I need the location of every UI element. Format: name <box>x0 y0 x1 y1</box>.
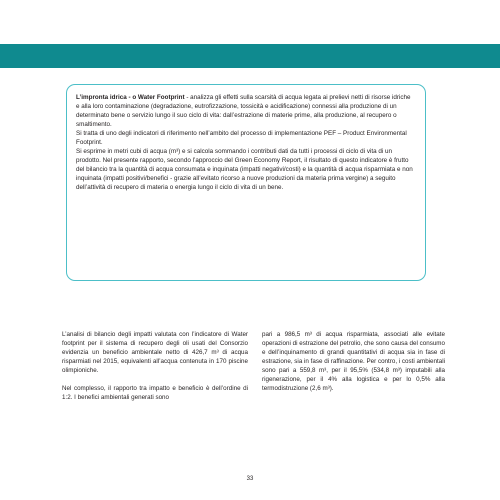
info-box-paragraph-3: Si esprime in metri cubi di acqua (m³) e si calcola sommando i contributi dati da tutti i processi di ciclo di vita di un prodotto. Nel presente rapporto, secondo l’approccio del Green Economy Report, il risultato di questo indicatore è frutto del bilancio tra la quantità di acqua consumata e inquinata (impatti negativi/costi) e la quantità di acqua risparmiata e non inquinata (impatti positivi/benefici - grazie all’evitato ricorso a nuove produzioni da materia prima vergine) a seguito dell’attività di recupero di materia o energia lungo il ciclo di vita di un bene. <box>76 147 413 191</box>
info-box-intro: - analizza gli effetti sulla scarsità di acqua legata ai prelievi netti di risorse idriche e alla loro contaminazione (degradazione, eutrofizzazione, tossicità e acidificazione) connessi alla produzione di un determinato bene o servizio lungo il suo ciclo di vita: dall’estrazione di materie prime, alla produzione, al recupero o smaltimento. <box>76 94 411 128</box>
info-box-paragraph-2: Si tratta di uno degli indicatori di riferimento nell’ambito del processo di implementazione PEF – Product Environmental Footprint. <box>76 129 407 146</box>
left-paragraph-2: Nel complesso, il rapporto tra impatto e beneficio è dell’ordine di 1:2. I benefici ambientali generati sono <box>62 384 248 401</box>
left-column <box>62 331 248 412</box>
page-number: 33 <box>246 476 254 482</box>
header-teal-band <box>0 44 500 68</box>
info-box-paragraph-1 <box>76 94 415 130</box>
water-footprint-info-box <box>66 84 426 281</box>
info-box-title: L’impronta idrica - o Water Footprint <box>76 94 185 101</box>
left-paragraph-1: L’analisi di bilancio degli impatti valutata con l’indicatore di Water footprint per il sistema di recupero degli oli usati del Consorzio evidenzia un beneficio ambientale netto di 426,7 m³ di acqua risparmiati nel 2015, equivalenti all’acqua contenuta in 170 piscine olimpioniche. <box>62 331 248 374</box>
right-column <box>262 331 445 403</box>
right-paragraph-1: pari a 986,5 m³ di acqua risparmiata, associati alle evitate operazioni di estrazione del petrolio, che sono causa del consumo e dell’inquinamento di grandi quantitativi di acqua sia in fase di estrazione, sia in fase di raffinazione. Per contro, i costi ambientali sono pari a 559,8 m³, per il 95,5% (534,8 m³) imputabili alla rigenerazione, per il 4% alla logistica e per lo 0,5% alla termodistruzione (2,6 m³). <box>262 331 445 392</box>
